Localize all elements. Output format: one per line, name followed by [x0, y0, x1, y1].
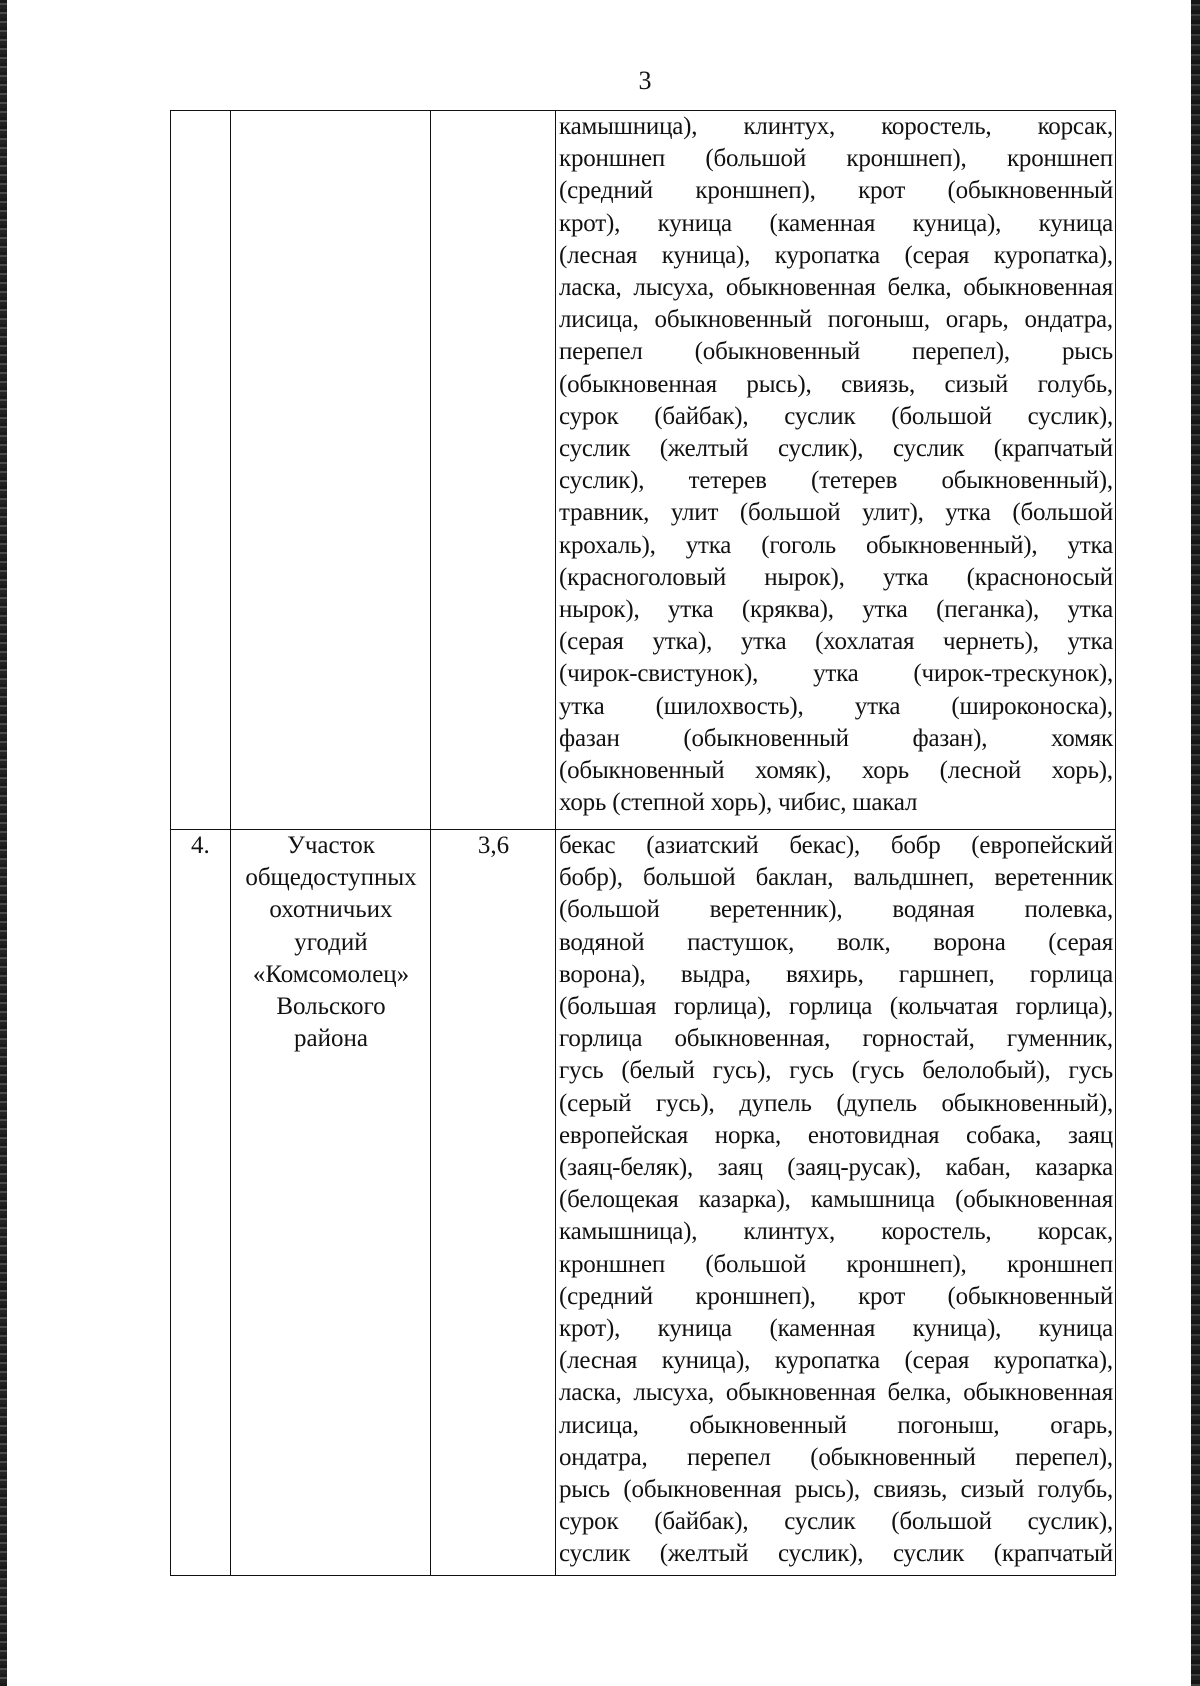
species-line: крот), куница (каменная куница), куница: [559, 209, 1113, 237]
species-line: крот), куница (каменная куница), куница: [559, 1315, 1113, 1343]
species-line: бекас (азиатский бекас), бобр (европейский: [559, 832, 1113, 859]
species-line: хорь (степной хорь), чибис, шакал: [559, 789, 918, 817]
species-line: (серый гусь), дупель (дупель обыкновенный),: [559, 1089, 1113, 1117]
species-line: лисица, обыкновенный погоныш, огарь,: [559, 1411, 1113, 1439]
species-line: (серая утка), утка (хохлатая чернеть), утка: [559, 628, 1113, 656]
species-line: ласка, лысуха, обыкновенная белка, обыкновенная: [559, 1379, 1113, 1407]
species-line: кроншнеп (большой кроншнеп), кроншнеп: [559, 145, 1113, 173]
ground-name-line: Участок: [287, 832, 375, 859]
ground-name-cell: [231, 830, 431, 1576]
species-line: травник, улит (большой улит), утка (большой: [559, 499, 1113, 527]
species-list-cell: [556, 830, 1116, 1576]
value-cell: [431, 111, 556, 830]
hunting-grounds-table: [170, 110, 1116, 1576]
ground-name-line: угодий: [294, 928, 368, 956]
species-line: камышница), клинтух, коростель, корсак,: [559, 113, 1113, 140]
page-number: 3: [638, 66, 652, 95]
species-line: ворона), выдра, вяхирь, гаршнеп, горлица: [559, 960, 1113, 988]
species-line: перепел (обыкновенный перепел), рысь: [559, 338, 1113, 366]
species-line: камышница), клинтух, коростель, корсак,: [559, 1218, 1113, 1246]
species-line: (лесная куница), куропатка (серая куропатка),: [559, 241, 1113, 269]
species-line: ласка, лысуха, обыкновенная белка, обыкновенная: [559, 274, 1113, 302]
species-line: (чирок-свистунок), утка (чирок-трескунок),: [559, 660, 1113, 688]
species-line: крохаль), утка (гоголь обыкновенный), утка: [559, 531, 1113, 559]
species-line: (обыкновенная рысь), свиязь, сизый голубь,: [559, 370, 1113, 398]
species-line: кроншнеп (большой кроншнеп), кроншнеп: [559, 1250, 1113, 1278]
table-row: [171, 111, 1116, 830]
species-line: гусь (белый гусь), гусь (гусь белолобый), гусь: [559, 1057, 1113, 1085]
species-line: нырок), утка (кряква), утка (пеганка), утка: [559, 596, 1113, 624]
ground-name-line: охотничьих: [269, 896, 393, 924]
species-line: суслик (желтый суслик), суслик (крапчатый: [559, 435, 1113, 463]
ground-name-line: Вольского: [276, 993, 386, 1021]
row-number-cell: 4.: [171, 830, 231, 1576]
species-line: (красноголовый нырок), утка (красноносый: [559, 563, 1113, 591]
species-line: суслик (желтый суслик), суслик (крапчатый: [559, 1540, 1113, 1568]
species-line: (большой веретенник), водяная полевка,: [559, 896, 1113, 924]
species-line: (заяц-беляк), заяц (заяц-русак), кабан, казарка: [559, 1154, 1113, 1182]
ground-name-line: «Комсомолец»: [252, 960, 410, 988]
species-list-cell: [556, 111, 1116, 830]
species-line: (обыкновенный хомяк), хорь (лесной хорь),: [559, 757, 1113, 785]
species-line: (средний кроншнеп), крот (обыкновенный: [559, 1282, 1113, 1310]
species-line: бобр), большой баклан, вальдшнеп, веретенник: [559, 864, 1113, 892]
species-line: лисица, обыкновенный погоныш, огарь, ондатра,: [559, 306, 1113, 334]
species-line: (белощекая казарка), камышница (обыкновенная: [559, 1186, 1113, 1214]
ground-name-line: района: [294, 1025, 368, 1053]
species-line: водяной пастушок, волк, ворона (серая: [559, 928, 1113, 956]
species-line: утка (шилохвость), утка (широконоска),: [559, 692, 1113, 720]
scan-border-left: [0, 0, 7, 1686]
table-row: [171, 830, 1116, 1576]
species-line: европейская норка, енотовидная собака, заяц: [559, 1121, 1113, 1149]
species-line: ондатра, перепел (обыкновенный перепел),: [559, 1443, 1113, 1471]
value-cell: 3,6: [431, 830, 556, 1576]
species-line: горлица обыкновенная, горностай, гуменник,: [559, 1025, 1113, 1053]
species-line: суслик), тетерев (тетерев обыкновенный),: [559, 467, 1113, 495]
species-line: (большая горлица), горлица (кольчатая горлица),: [559, 993, 1113, 1021]
species-line: сурок (байбак), суслик (большой суслик),: [559, 402, 1113, 430]
species-line: фазан (обыкновенный фазан), хомяк: [559, 724, 1113, 752]
ground-name-cell: [231, 111, 431, 830]
scan-border-right: [1191, 0, 1200, 1686]
species-line: рысь (обыкновенная рысь), свиязь, сизый голубь,: [559, 1476, 1113, 1504]
row-number-cell: [171, 111, 231, 830]
ground-name-line: общедоступных: [245, 864, 417, 892]
species-line: сурок (байбак), суслик (большой суслик),: [559, 1508, 1113, 1536]
species-line: (лесная куница), куропатка (серая куропатка),: [559, 1347, 1113, 1375]
species-line: (средний кроншнеп), крот (обыкновенный: [559, 177, 1113, 205]
